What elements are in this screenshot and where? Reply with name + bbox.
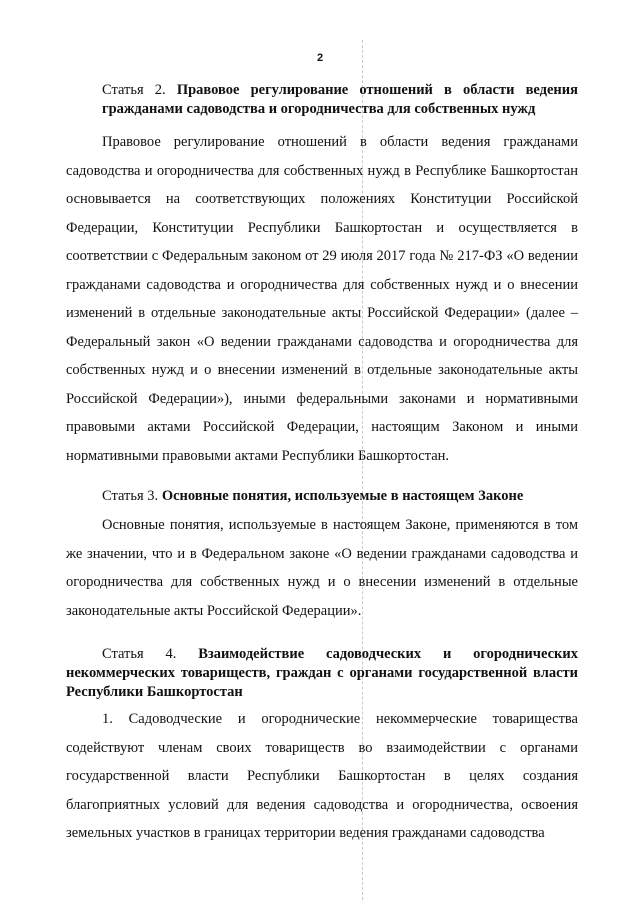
article-4-heading: [66, 645, 578, 702]
page-number: 2: [316, 52, 324, 64]
article-3-title: Основные понятия, используемые в настоящем Законе: [161, 488, 524, 504]
article-4-number: Статья 4.: [102, 646, 177, 662]
article-4-paragraph-1: 1. Садоводческие и огороднические некоммерческие товарищества содействуют членам своих товариществ во взаимодействии с органами государственной власти Республики Башкортостан в целях создания благоприятных условий для ведения садоводства и огородничества, освоения земельных участков в границах территории ведения гражданами садоводства: [66, 711, 578, 841]
article-3-number: Статья 3.: [102, 488, 159, 504]
article-4-title: Взаимодействие садоводческих и огороднических некоммерческих товариществ, граждан с органами государственной власти Республики Башкортостан: [66, 646, 578, 700]
article-3-heading: [66, 487, 578, 506]
article-2-number: Статья 2.: [102, 82, 166, 98]
article-2-title: Правовое регулирование отношений в области ведения гражданами садоводства и огородничества для собственных нужд: [102, 82, 578, 117]
article-3-paragraph-1: Основные понятия, используемые в настоящем Законе, применяются в том же значении, что и в Федеральном законе «О ведении гражданами садоводства и огородничества для собственных нужд и о внесении изменений в отдельные законодательные акты Российской Федерации».: [66, 517, 578, 619]
article-2-heading: [66, 81, 578, 119]
article-2-paragraph-1: Правовое регулирование отношений в области ведения гражданами садоводства и огородничества для собственных нужд в Республике Башкортостан основывается на соответствующих положениях Конституции Российской Федерации, Конституции Республики Башкортостан и осуществляется в соответствии с Федеральным законом от 29 июля 2017 года № 217-ФЗ «О ведении гражданами садоводства и огородничества для собственных нужд и о внесении изменений в отдельные законодательные акты Российской Федерации» (далее – Федеральный закон «О ведении гражданами садоводства и огородничества для собственных нужд и о внесении изменений в отдельные законодательные акты Российской Федерации»), иными федеральными законами и нормативными правовыми актами Российской Федерации, настоящим Законом и иными нормативными правовыми актами Республики Башкортостан.: [66, 134, 578, 464]
